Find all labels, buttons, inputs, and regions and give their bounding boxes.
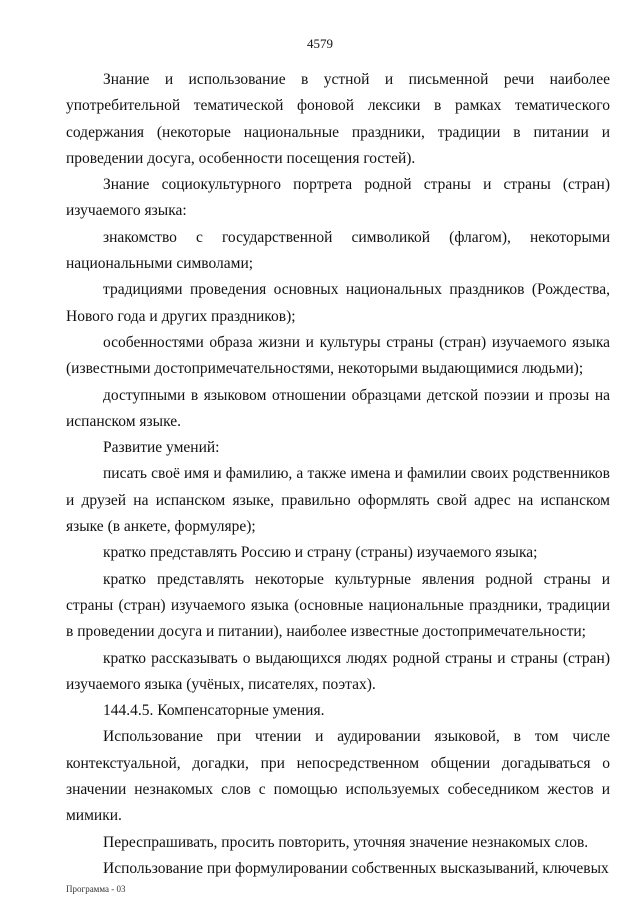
- paragraph: кратко рассказывать о выдающихся людях родной страны и страны (стран) изучаемого языка (учёных, писателях, поэтах).: [66, 649, 610, 693]
- footer-label: Программа - 03: [66, 884, 126, 894]
- paragraph: Использование при чтении и аудировании языковой, в том числе контекстуальной, догадки, при непосредственном общении догадываться о значении незнакомых слов с помощью используемых собеседником жестов и мимики.: [66, 728, 610, 825]
- document-body: [66, 67, 610, 882]
- paragraph: знакомство с государственной символикой (флагом), некоторыми национальными символами;: [66, 228, 610, 273]
- paragraph: традициями проведения основных национальных праздников (Рождества, Нового года и других праздников);: [66, 281, 610, 325]
- paragraph: Знание и использование в устной и письменной речи наиболее употребительной тематической фоновой лексики в рамках тематического содержания (некоторые национальные праздники, традиции в питании и проведении досуга, особенности посещения гостей).: [66, 71, 610, 167]
- paragraph: кратко представлять Россию и страну (страны) изучаемого языка;: [103, 544, 538, 562]
- page-number: 4579: [307, 36, 333, 51]
- paragraph: Переспрашивать, просить повторить, уточняя значение незнакомых слов.: [103, 833, 589, 851]
- paragraph: доступными в языковом отношении образцами детской поэзии и прозы на испанском языке.: [66, 386, 610, 430]
- paragraph: кратко представлять некоторые культурные явления родной страны и страны (стран) изучаемого языка (основные национальные праздники, традиции в проведении досуга и питании), наиболее известные достопримечательности;: [66, 570, 610, 641]
- paragraph: особенностями образа жизни и культуры страны (стран) изучаемого языка (известными достопримечательностями, некоторыми выдающимися людьми);: [66, 333, 610, 378]
- paragraph: Знание социокультурного портрета родной страны и страны (стран) изучаемого языка:: [66, 176, 610, 220]
- section-heading: 144.4.5. Компенсаторные умения.: [103, 702, 325, 720]
- paragraph: писать своё имя и фамилию, а также имена и фамилии своих родственников и друзей на испанском языке, правильно оформлять свой адрес на испанском языке (в анкете, формуляре);: [66, 465, 610, 536]
- paragraph: Развитие умений:: [103, 439, 220, 457]
- paragraph: Использование при формулировании собственных высказываний, ключевых: [103, 859, 609, 877]
